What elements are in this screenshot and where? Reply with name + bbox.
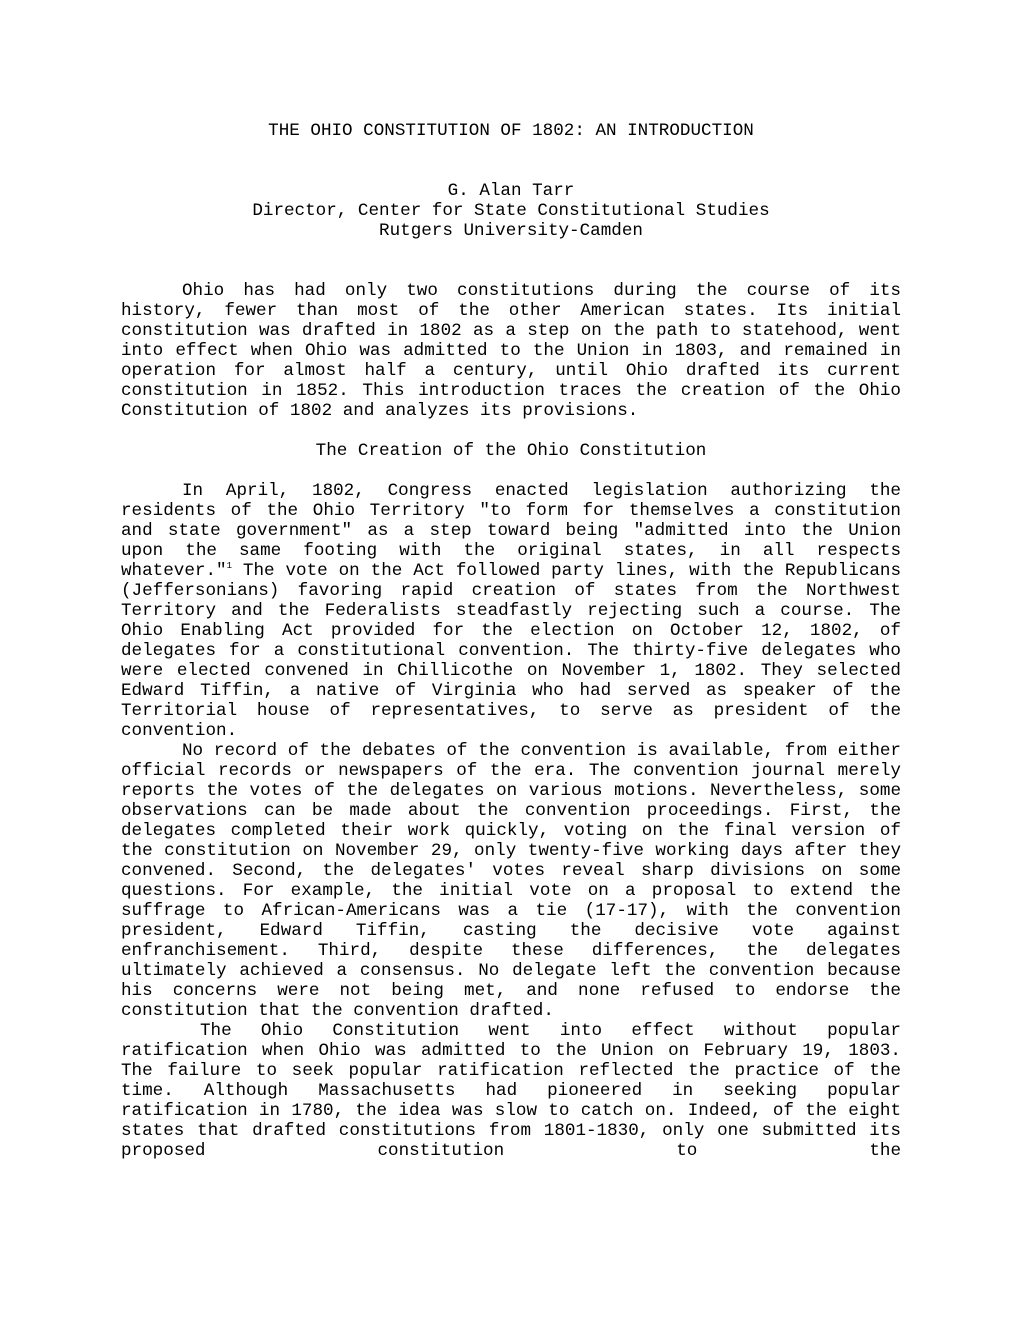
author-affiliation: Rutgers University-Camden (379, 221, 643, 241)
body-paragraph-3: The Ohio Constitution went into effect without popular ratification when Ohio was admitted to the Union on February 19, 1803. The failure to seek popular ratification reflected the practice of the time. Although Massachusetts had pioneered in seeking popular ratification in 1780, the idea was slow to catch on. Indeed, of the eight states that drafted constitutions from 1801-1830, only one submitted its proposed constitution to the (121, 1021, 901, 1161)
intro-paragraph: Ohio has had only two constitutions during the course of its history, fewer than most of the other American states. Its initial constitution was drafted in 1802 as a step on the path to statehood, went into effect when Ohio was admitted to the Union in 1803, and remained in operation for almost half a century, until Ohio drafted its current constitution in 1852. This introduction traces the creation of the Ohio Constitution of 1802 and analyzes its provisions. (121, 281, 901, 421)
paragraph-1-text-b: The vote on the Act followed party lines, with the Republicans (Jeffersonians) favoring rapid creation of states from the Northwest Territory and the Federalists steadfastly rejecting such a course. The Ohio Enabling Act provided for the election on October 12, 1802, of delegates for a constitutional convention. The thirty-five delegates who were elected convened in Chillicothe on November 1, 1802. They selected Edward Tiffin, a native of Virginia who had served as speaker of the Territorial house of representatives, to serve as president of the convention. (121, 561, 901, 741)
document-page (121, 118, 901, 1161)
document-title: THE OHIO CONSTITUTION OF 1802: AN INTRODUCTION (268, 121, 754, 141)
author-name: G. Alan Tarr (447, 181, 575, 201)
body-paragraph-2: No record of the debates of the convention is available, from either official records or newspapers of the era. The convention journal merely reports the votes of the delegates on various motions. Nevertheless, some observations can be made about the convention proceedings. First, the delegates completed their work quickly, voting on the final version of the constitution on November 29, only twenty-five working days after they convened. Second, the delegates' votes reveal sharp divisions on some questions. For example, the initial vote on a proposal to extend the suffrage to African-Americans was a tie (17-17), with the convention president, Edward Tiffin, casting the decisive vote against enfranchisement. Third, despite these differences, the delegates ultimately achieved a consensus. No delegate left the convention because his concerns were not being met, and none refused to endorse the constitution that the convention drafted. (121, 741, 901, 1021)
section-heading: The Creation of the Ohio Constitution (315, 441, 707, 461)
paragraph-1-text-a: In April, 1802, Congress enacted legislation authorizing the residents of the Ohio Territory "to form for themselves a constitution and state government" as a step toward being "admitted into the Union upon the same footing with the original states, in all respects whatever." (121, 481, 901, 581)
author-position: Director, Center for State Constitutional Studies (252, 201, 770, 221)
body-paragraph-1 (121, 481, 901, 741)
footnote-marker: 1 (226, 561, 232, 571)
